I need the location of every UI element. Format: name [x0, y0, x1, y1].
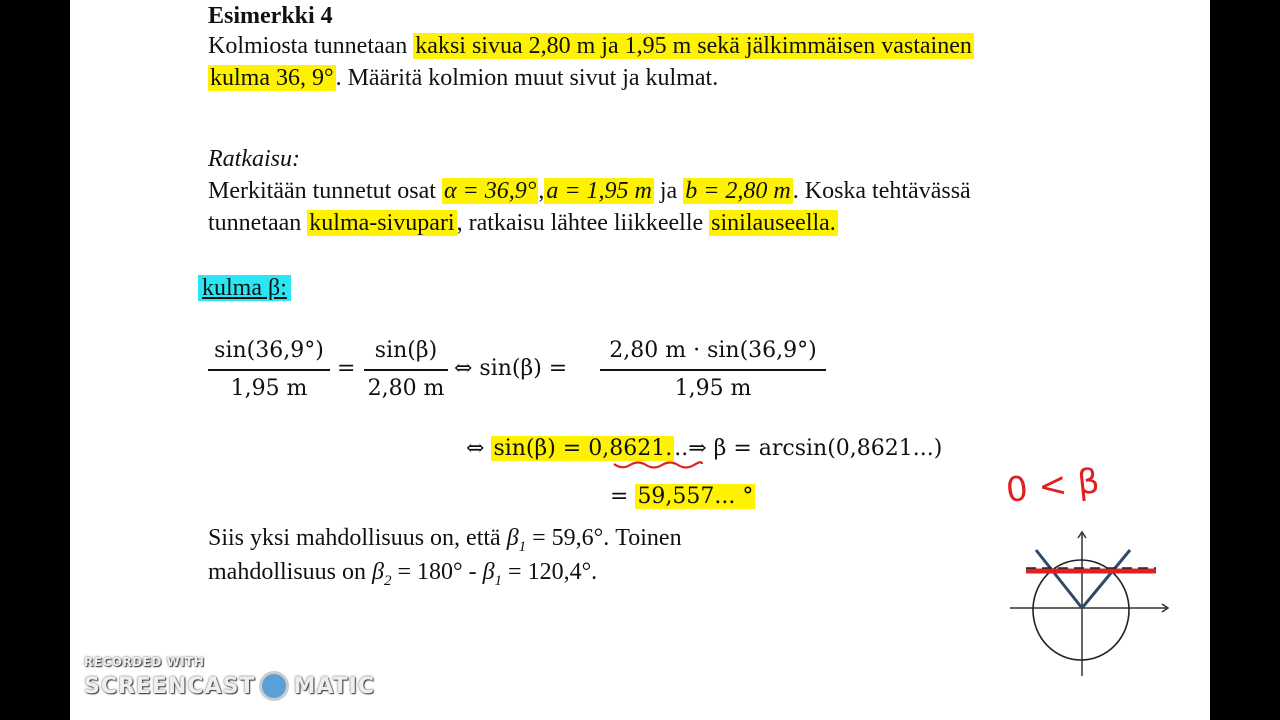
- conclusion-text-2: mahdollisuus on: [208, 559, 373, 585]
- task-highlight-angle: kulma 36, 9°: [210, 65, 334, 91]
- task-highlight-sides: kaksi sivua 2,80 m ja 1,95 m sekä jälkimmäisen vastainen: [415, 33, 972, 59]
- fraction-2-bar: [364, 369, 448, 371]
- equation-line-2: [466, 436, 942, 461]
- equals-1: =: [337, 356, 356, 381]
- section-beta: [198, 272, 291, 304]
- watermark-logo: [84, 671, 375, 701]
- pair-highlight: kulma-sivupari: [309, 210, 455, 236]
- section-beta-label: kulma β:: [198, 275, 291, 301]
- watermark-matic: MATIC: [293, 673, 375, 699]
- fraction-2-numerator: sin(β): [374, 338, 438, 363]
- conclusion-text: Siis yksi mahdollisuus on, että: [208, 525, 507, 551]
- solution-text-3: , ratkaisu lähtee liikkeelle: [456, 210, 710, 236]
- handwritten-inequality: 0 < β: [1004, 461, 1102, 511]
- beta-1: β: [506, 525, 519, 551]
- sin-beta-highlight: sin(β) = 0,8621.: [493, 436, 673, 461]
- solution-text-2: tunnetaan: [208, 210, 308, 236]
- fraction-3-numerator: 2,80 m · sin(36,9°): [609, 338, 817, 363]
- iff-sin: ⇔ sin(β) =: [454, 356, 568, 381]
- fraction-1-bar: [208, 369, 330, 371]
- red-squiggle-underline: [612, 460, 704, 472]
- b-highlight: b = 2,80 m: [685, 178, 791, 204]
- ja-text: ja: [653, 178, 684, 204]
- arcsin-text: ..⇒ β = arcsin(0,8621...): [674, 436, 943, 461]
- task-line-2: [208, 62, 718, 94]
- sub-3: 1: [494, 572, 503, 589]
- fraction-3-bar: [600, 369, 826, 371]
- fraction-1-denominator: 1,95 m: [230, 376, 308, 401]
- document-page: [70, 0, 1210, 720]
- solution-text: Merkitään tunnetut osat: [208, 178, 442, 204]
- comma: ,: [538, 178, 545, 204]
- watermark-screencast: SCREENCAST: [84, 673, 256, 699]
- equals-3: =: [610, 484, 629, 509]
- conclusion-text-3: = 180° -: [391, 559, 483, 585]
- fraction-3-denominator: 1,95 m: [674, 376, 752, 401]
- fraction-1-numerator: sin(36,9°): [214, 338, 324, 363]
- task-line-1: [208, 30, 974, 62]
- solution-line-2: [208, 207, 838, 239]
- iff-symbol: ⇔: [466, 436, 485, 461]
- sub-1: 1: [518, 538, 527, 555]
- task-text: Kolmiosta tunnetaan: [208, 33, 414, 59]
- result-highlight: 59,557... °: [637, 484, 754, 509]
- fraction-2-denominator: 2,80 m: [367, 376, 445, 401]
- fraction-3: [600, 336, 826, 404]
- conclusion-line-2: [208, 556, 597, 597]
- watermark-recorded-with: RECORDED WITH: [84, 655, 205, 669]
- sub-2: 2: [383, 572, 392, 589]
- unit-circle-sketch: [1008, 528, 1170, 680]
- a-highlight: a = 1,95 m: [546, 178, 652, 204]
- conclusion-text-end-2: = 120,4°.: [502, 559, 598, 585]
- sine-law-highlight: sinilauseella.: [711, 210, 836, 236]
- solution-label: Ratkaisu:: [208, 146, 300, 172]
- beta-2: β: [372, 559, 384, 585]
- fraction-2: [364, 336, 448, 404]
- alpha-highlight: α = 36,9°: [443, 178, 537, 204]
- watermark-lens-icon: [259, 671, 289, 701]
- solution-line-1: [208, 175, 971, 207]
- example-heading: Esimerkki 4: [208, 3, 333, 29]
- task-text-end: . Määritä kolmion muut sivut ja kulmat.: [335, 65, 719, 91]
- screencast-watermark: [84, 655, 375, 701]
- conclusion-text-end: = 59,6°. Toinen: [526, 525, 682, 551]
- equation-line-3: [610, 484, 755, 509]
- beta-3: β: [482, 559, 495, 585]
- solution-text-end: . Koska tehtävässä: [792, 178, 971, 204]
- fraction-1: [208, 336, 330, 404]
